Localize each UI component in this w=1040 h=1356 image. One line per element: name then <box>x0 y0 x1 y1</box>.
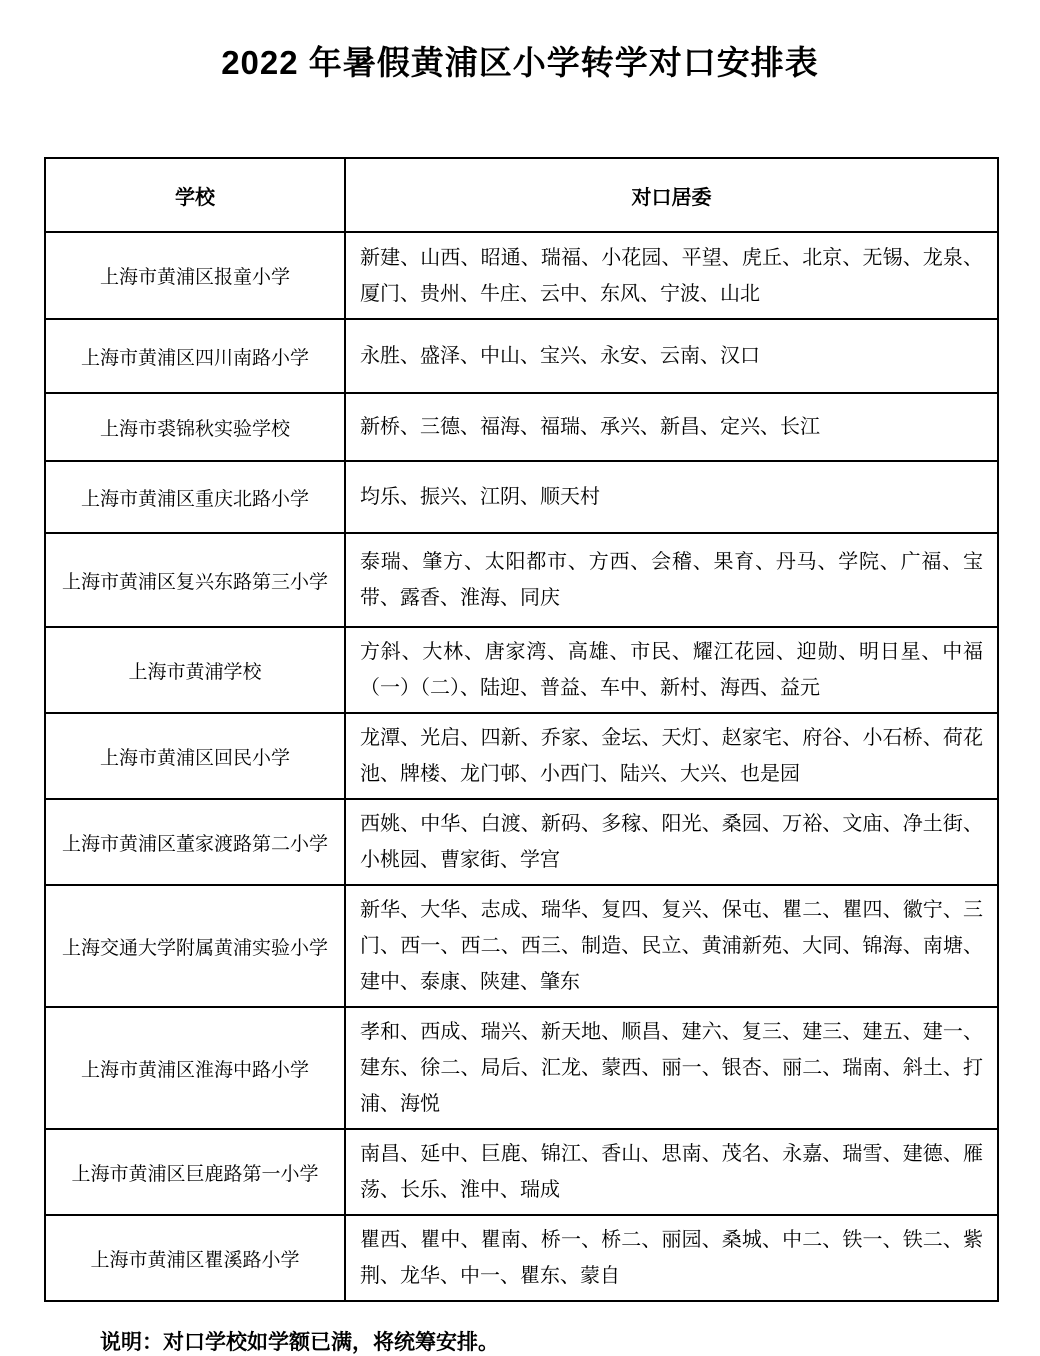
table-row <box>45 232 998 319</box>
table-header-row <box>45 158 998 232</box>
table-row <box>45 885 998 1007</box>
school-name: 上海市黄浦区瞿溪路小学 <box>45 1215 345 1301</box>
school-name: 上海市黄浦区董家渡路第二小学 <box>45 799 345 885</box>
table-row <box>45 461 998 533</box>
committee-list: 新桥、三德、福海、福瑞、承兴、新昌、定兴、长江 <box>345 393 998 461</box>
school-name: 上海市裘锦秋实验学校 <box>45 393 345 461</box>
committee-list: 西姚、中华、白渡、新码、多稼、阳光、桑园、万裕、文庙、净土街、小桃园、曹家街、学宫 <box>345 799 998 885</box>
page-title: 2022 年暑假黄浦区小学转学对口安排表 <box>221 44 819 81</box>
table-row <box>45 799 998 885</box>
table-row <box>45 533 998 627</box>
committee-list: 南昌、延中、巨鹿、锦江、香山、思南、茂名、永嘉、瑞雪、建德、雁荡、长乐、淮中、瑞成 <box>345 1129 998 1215</box>
committee-list: 泰瑞、肇方、太阳都市、方西、会稽、果育、丹马、学院、广福、宝带、露香、淮海、同庆 <box>345 533 998 627</box>
committee-list: 方斜、大林、唐家湾、高雄、市民、耀江花园、迎勋、明日星、中福（一）（二）、陆迎、普益、车中、新村、海西、益元 <box>345 627 998 713</box>
table-row <box>45 393 998 461</box>
committee-list: 龙潭、光启、四新、乔家、金坛、天灯、赵家宅、府谷、小石桥、荷花池、牌楼、龙门邨、小西门、陆兴、大兴、也是园 <box>345 713 998 799</box>
table-row <box>45 627 998 713</box>
column-header-school: 学校 <box>45 158 345 232</box>
school-name: 上海交通大学附属黄浦实验小学 <box>45 885 345 1007</box>
school-name: 上海市黄浦区报童小学 <box>45 232 345 319</box>
transfer-table <box>44 157 999 1302</box>
committee-list: 均乐、振兴、江阴、顺天村 <box>345 461 998 533</box>
school-name: 上海市黄浦学校 <box>45 627 345 713</box>
table-row <box>45 319 998 393</box>
committee-list: 新建、山西、昭通、瑞福、小花园、平望、虎丘、北京、无锡、龙泉、厦门、贵州、牛庄、云中、东风、宁波、山北 <box>345 232 998 319</box>
committee-list: 瞿西、瞿中、瞿南、桥一、桥二、丽园、桑城、中二、铁一、铁二、紫荆、龙华、中一、瞿东、蒙自 <box>345 1215 998 1301</box>
committee-list: 永胜、盛泽、中山、宝兴、永安、云南、汉口 <box>345 319 998 393</box>
table-row <box>45 713 998 799</box>
school-name: 上海市黄浦区淮海中路小学 <box>45 1007 345 1129</box>
column-header-committees: 对口居委 <box>345 158 998 232</box>
committee-list: 孝和、西成、瑞兴、新天地、顺昌、建六、复三、建三、建五、建一、建东、徐二、局后、汇龙、蒙西、丽一、银杏、丽二、瑞南、斜土、打浦、海悦 <box>345 1007 998 1129</box>
table-row <box>45 1129 998 1215</box>
table-row <box>45 1007 998 1129</box>
school-name: 上海市黄浦区回民小学 <box>45 713 345 799</box>
school-name: 上海市黄浦区重庆北路小学 <box>45 461 345 533</box>
document-page <box>0 42 1040 1354</box>
table-row <box>45 1215 998 1301</box>
committee-list: 新华、大华、志成、瑞华、复四、复兴、保屯、瞿二、瞿四、徽宁、三门、西一、西二、西三、制造、民立、黄浦新苑、大同、锦海、南塘、建中、泰康、陕建、肇东 <box>345 885 998 1007</box>
school-name: 上海市黄浦区巨鹿路第一小学 <box>45 1129 345 1215</box>
school-name: 上海市黄浦区复兴东路第三小学 <box>45 533 345 627</box>
school-name: 上海市黄浦区四川南路小学 <box>45 319 345 393</box>
note-text: 说明：对口学校如学额已满，将统筹安排。 <box>100 1331 499 1354</box>
